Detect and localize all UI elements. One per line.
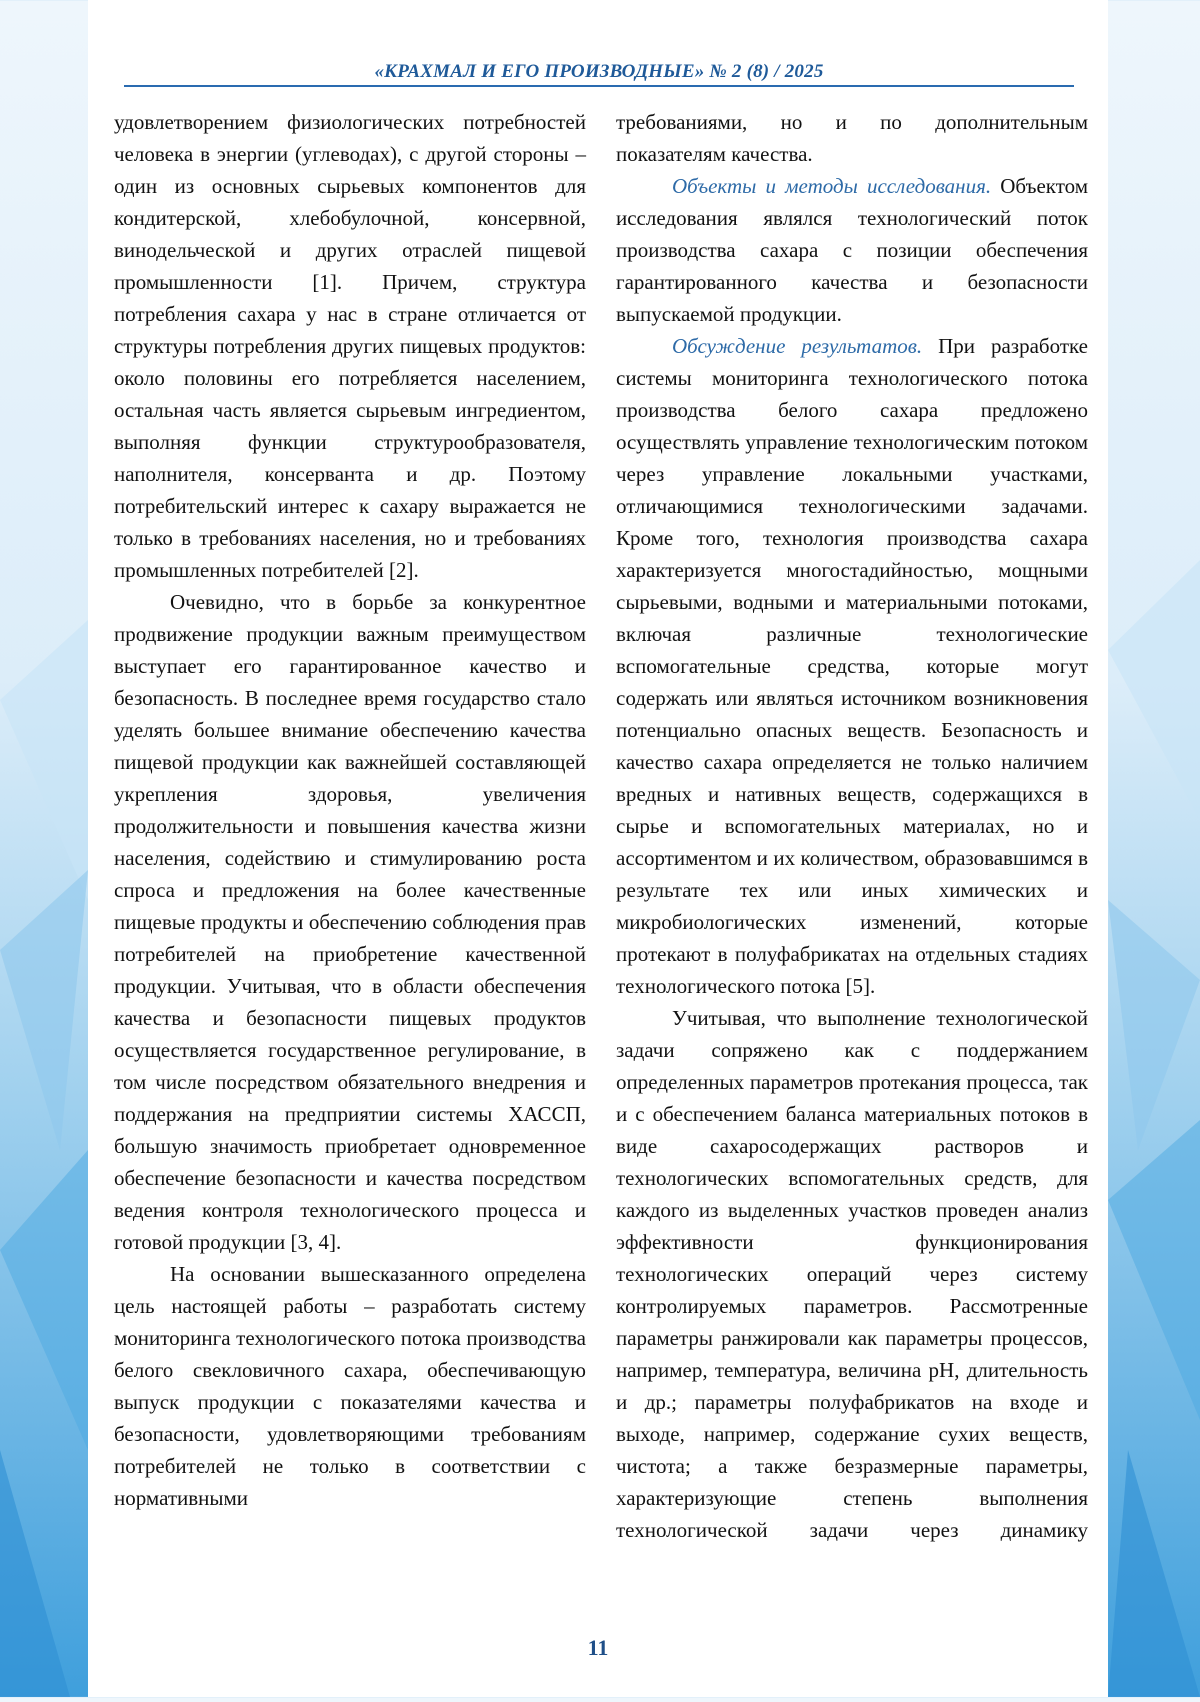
left-paragraph-2: Очевидно, что в борьбе за конкурентное продвижение продукции важным преимуществом выступает его гарантированное качество и безопасность. В последнее время государство стало уделять большее внимание обеспечению качества пищевой продукции как важнейшей составляющей укрепления здоровья, увеличения продолжительности и повышения качества жизни населения, содействию и стимулированию роста спроса и предложения на более качественные пищевые продукты и обеспечению соблюдения прав потребителей на приобретение качественной продукции. Учитывая, что в области обеспечения качества и безопасности пищевых продуктов осуществляется государственное регулирование, в том числе посредством обязательного внедрения и поддержания на предприятии системы ХАССП, большую значимость приобретает одновременное обеспечение безопасности и качества посредством ведения контроля технологического процесса и готовой продукции [3, 4].: [114, 586, 586, 1258]
results-text: При разработке системы мониторинга технологического потока производства белого сахара предложено осуществлять управление технологическим потоком через управление локальными участками, отличающимися технологическими задачами. Кроме того, технология производства сахара характеризуется многостадийностью, мощными сырьевыми, водными и материальными потоками, включая различные технологические вспомогательные средства, которые могут содержать или являться источником возникновения потенциально опасных веществ. Безопасность и качество сахара определяется не только наличием вредных и нативных веществ, содержащихся в сырье и вспомогательных материалах, но и ассортиментом и их количеством, образовавшимся в результате тех или иных химических и микробиологических изменений, которые протекают в полуфабрикатах на отдельных стадиях технологического потока [5].: [616, 334, 1088, 998]
right-column: [616, 106, 1088, 1546]
left-column: [114, 106, 586, 1514]
article-page: [88, 0, 1108, 1697]
journal-header: «КРАХМАЛ И ЕГО ПРОИЗВОДНЫЕ» № 2 (8) / 2025: [124, 58, 1074, 86]
header-divider: [124, 85, 1074, 87]
right-paragraph-results: [616, 330, 1088, 1002]
right-paragraph-1: требованиями, но и по дополнительным показателям качества.: [616, 106, 1088, 170]
right-decorative-margin: [1108, 0, 1200, 1697]
right-background-pattern: [1108, 0, 1200, 1697]
section-title-results: Обсуждение результатов.: [672, 334, 922, 358]
left-paragraph-1: удовлетворением физиологических потребностей человека в энергии (углеводах), с другой стороны – один из основных сырьевых компонентов для кондитерской, хлебобулочной, консервной, винодельческой и других отраслей пищевой промышленности [1]. Причем, структура потребления сахара у нас в стране отличается от структуры потребления других пищевых продуктов: около половины его потребляется населением, остальная часть является сырьевым ингредиентом, выполняя функции структурообразователя, наполнителя, консерванта и др. Поэтому потребительский интерес к сахару выражается не только в требованиях населения, но и требованиях промышленных потребителей [2].: [114, 106, 586, 586]
left-paragraph-3: На основании вышесказанного определена цель настоящей работы – разработать систему мониторинга технологического потока производства белого свекловичного сахара, обеспечивающую выпуск продукции с показателями качества и безопасности, удовлетворяющими требованиям потребителей не только в соответствии с нормативными: [114, 1258, 586, 1514]
left-decorative-margin: [0, 0, 88, 1697]
left-background-pattern: [0, 0, 88, 1697]
section-title-objects-methods: Объекты и методы исследования.: [672, 174, 991, 198]
objects-methods-text: Объектом исследования являлся технологический поток производства сахара с позиции обеспечения гарантированного качества и безопасности выпускаемой продукции.: [616, 174, 1088, 326]
page-number: 11: [88, 1633, 1108, 1663]
right-paragraph-4: Учитывая, что выполнение технологической задачи сопряжено как с поддержанием определенных параметров протекания процесса, так и с обеспечением баланса материальных потоков в виде сахаросодержащих растворов и технологических вспомогательных средств, для каждого из выделенных участков проведен анализ эффективности функционирования технологических операций через систему контролируемых параметров. Рассмотренные параметры ранжировали как параметры процессов, например, температура, величина pH, длительность и др.; параметры полуфабрикатов на входе и выходе, например, содержание сухих веществ, чистота; а также безразмерные параметры, характеризующие степень выполнения технологической задачи через динамику: [616, 1002, 1088, 1546]
right-paragraph-objects-methods: [616, 170, 1088, 330]
